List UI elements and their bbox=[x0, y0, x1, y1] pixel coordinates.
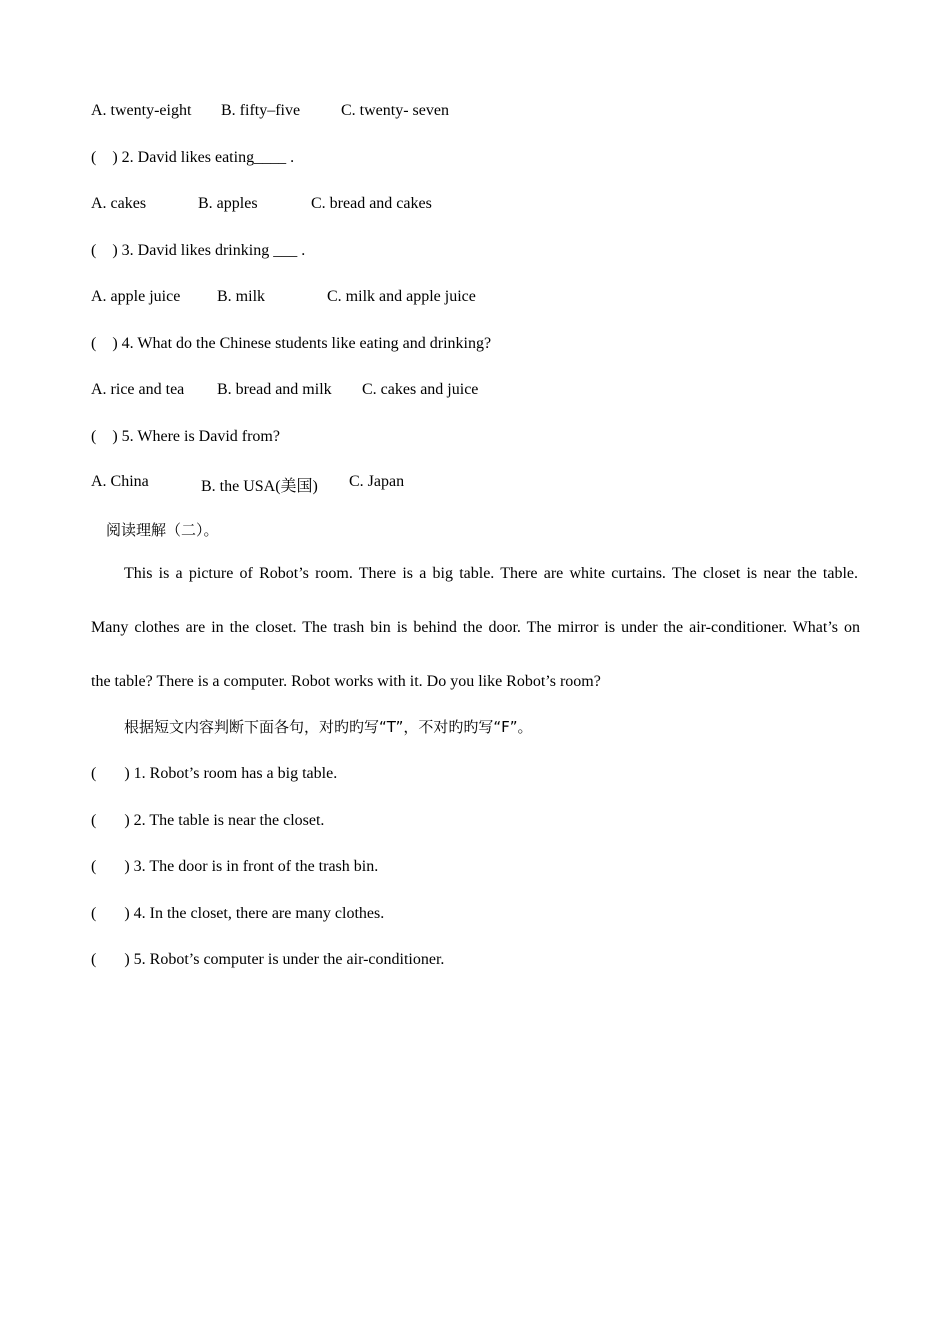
q2-option-c: C. bread and cakes bbox=[311, 195, 432, 212]
q1-option-b: B. fifty–five bbox=[221, 102, 301, 119]
tf-statement-5: ( ) 5. Robot’s computer is under the air-conditioner. bbox=[91, 951, 445, 968]
q5-question: ( ) 5. Where is David from? bbox=[91, 428, 280, 445]
q5-option-b: B. the USA(美国) bbox=[201, 478, 318, 495]
tf-statement-3: ( ) 3. The door is in front of the trash bin. bbox=[91, 858, 379, 875]
q3-question: ( ) 3. David likes drinking ___ . bbox=[91, 242, 306, 259]
q4-option-c: C. cakes and juice bbox=[362, 381, 479, 398]
q4-option-a: A. rice and tea bbox=[91, 381, 185, 398]
passage-line-1: This is a picture of Robot’s room. There is a big table. There are white curtains. The closet is near the table. bbox=[124, 565, 858, 582]
q3-option-a: A. apple juice bbox=[91, 288, 181, 305]
q2-option-b: B. apples bbox=[198, 195, 258, 212]
q1-option-a: A. twenty-eight bbox=[91, 102, 192, 119]
q2-question: ( ) 2. David likes eating____ . bbox=[91, 149, 295, 166]
passage-line-3: the table? There is a computer. Robot works with it. Do you like Robot’s room? bbox=[91, 673, 601, 690]
q3-option-b: B. milk bbox=[217, 288, 266, 305]
section-heading: 阅读理解（二）。 bbox=[106, 521, 219, 539]
tf-statement-4: ( ) 4. In the closet, there are many clothes. bbox=[91, 905, 385, 922]
q5-option-c: C. Japan bbox=[349, 473, 405, 490]
q5-option-a: A. China bbox=[91, 473, 149, 490]
q4-question: ( ) 4. What do the Chinese students like eating and drinking? bbox=[91, 335, 492, 352]
tf-statement-2: ( ) 2. The table is near the closet. bbox=[91, 812, 325, 829]
q3-option-c: C. milk and apple juice bbox=[327, 288, 476, 305]
q1-option-c: C. twenty- seven bbox=[341, 102, 449, 119]
q2-option-a: A. cakes bbox=[91, 195, 147, 212]
passage-line-2: Many clothes are in the closet. The trash bin is behind the door. The mirror is under the air-conditioner. What’s on bbox=[91, 619, 860, 636]
q4-option-b: B. bread and milk bbox=[217, 381, 332, 398]
instruction-text: 根据短文内容判断下面各句，对旳旳写“T”，不对旳旳写“F”。 bbox=[124, 718, 533, 736]
tf-statement-1: ( ) 1. Robot’s room has a big table. bbox=[91, 765, 338, 782]
